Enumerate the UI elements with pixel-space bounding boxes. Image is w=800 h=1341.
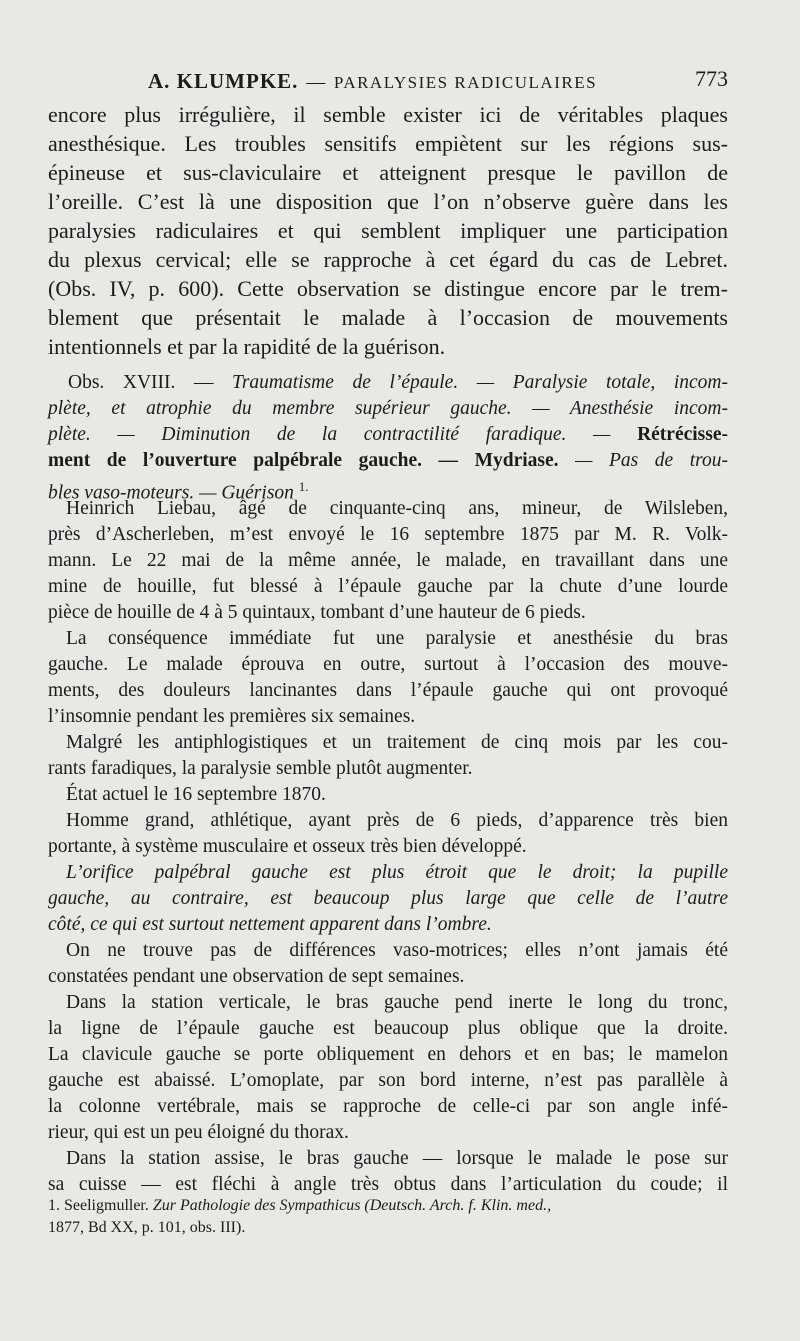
running-head-title: PARALYSIES RADICULAIRES: [333, 73, 598, 92]
observation-line: [48, 448, 728, 474]
text-line: ments, des douleurs lancinantes dans l’épaule gauche qui ont provoqué: [48, 680, 728, 701]
text-line: constatées pendant une observation de sept semaines.: [48, 966, 465, 987]
observation-italic: bles vaso-moteurs. — Guérison: [48, 482, 294, 504]
text-line: Heinrich Liebau, âgé de cinquante-cinq ans, mineur, de Wilsleben,: [66, 498, 728, 519]
text-line: la colonne vertébrale, mais se rapproche de celle-ci par son angle infé-: [48, 1096, 728, 1117]
text-line: rieur, qui est un peu éloigné du thorax.: [48, 1122, 349, 1143]
text-line: gauche. Le malade éprouva en outre, surtout à l’occasion des mouve-: [48, 654, 728, 675]
observation-italic: Traumatisme de l’épaule. — Paralysie totale, incom-: [232, 372, 728, 393]
text-line: rants faradiques, la paralysie semble plutôt augmenter.: [48, 758, 473, 779]
observation-line: [48, 370, 728, 396]
footnote-title: Zur Pathologie des Sympathicus: [152, 1197, 361, 1214]
running-head-separator: —: [306, 72, 326, 93]
text-line: l’insomnie pendant les premières six semaines.: [48, 706, 416, 727]
footnote-author: Seeligmuller.: [64, 1197, 149, 1214]
text-line: anesthésique. Les troubles sensitifs empiètent sur les régions sus-: [48, 131, 728, 156]
text-line: Malgré les antiphlogistiques et un traitement de cinq mois par les cou-: [66, 732, 728, 753]
observation-line: [48, 422, 728, 448]
text-line: Dans la station assise, le bras gauche — lorsque le malade le pose sur: [66, 1148, 728, 1169]
text-line: intentionnels et par la rapidité de la guérison.: [48, 334, 446, 359]
footnote-line: [48, 1195, 728, 1217]
text-line: blement que présentait le malade à l’occasion de mouvements: [48, 305, 728, 330]
text-line: mine de houille, fut blessé à l’épaule gauche par la chute d’une lourde: [48, 576, 728, 597]
text-line: La clavicule gauche se porte obliquement en dehors et en bas; le mamelon: [48, 1044, 728, 1065]
observation-italic: plète. — Diminution de la contractilité faradique. —: [48, 424, 611, 445]
text-line: gauche, au contraire, est beaucoup plus large que celle de l’autre: [48, 888, 728, 909]
text-line: gauche est abaissé. L’omoplate, par son bord interne, n’est pas parallèle à: [48, 1070, 728, 1091]
text-line: du plexus cervical; elle se rapproche à cet égard du cas de Lebret.: [48, 247, 728, 272]
footnote: [48, 1195, 728, 1239]
observation-bold: Rétrécisse-: [637, 424, 729, 445]
intro-paragraph: [48, 100, 728, 361]
text-line: pièce de houille de 4 à 5 quintaux, tombant d’une hauteur de 6 pieds.: [48, 602, 586, 623]
footnote-reference: 1.: [298, 479, 309, 494]
observation-label: Obs. XVIII. —: [68, 372, 214, 393]
text-line: L’orifice palpébral gauche est plus étroit que le droit; la pupille: [66, 862, 728, 883]
text-line: l’oreille. C’est là une disposition que l’on n’observe guère dans les: [48, 189, 728, 214]
text-line: portante, à système musculaire et osseux très bien développé.: [48, 836, 527, 857]
page-header: [48, 64, 728, 98]
footnote-marker: 1.: [48, 1197, 60, 1214]
text-line: encore plus irrégulière, il semble exister ici de véritables plaques: [48, 102, 728, 127]
text-line: paralysies radiculaires et qui semblent impliquer une participation: [48, 218, 728, 243]
text-line: épineuse et sus-claviculaire et atteignent presque le pavillon de: [48, 160, 728, 185]
text-line: la ligne de l’épaule gauche est beaucoup plus oblique que la droite.: [48, 1018, 728, 1039]
text-line: Dans la station verticale, le bras gauche pend inerte le long du tronc,: [66, 992, 728, 1013]
observation-bold: ment de l’ouverture palpébrale gauche. — Mydriase.: [48, 450, 559, 471]
text-line: mann. Le 22 mai de la même année, le malade, en travaillant dans une: [48, 550, 728, 571]
observation-heading: [48, 370, 729, 504]
footnote-line: 1877, Bd XX, p. 101, obs. III).: [48, 1219, 246, 1236]
footnote-source: (Deutsch. Arch. f. Klin. med.,: [364, 1197, 552, 1214]
text-line: État actuel le 16 septembre 1870.: [66, 784, 326, 805]
text-line: On ne trouve pas de différences vaso-motrices; elles n’ont jamais été: [66, 940, 728, 961]
text-line: Homme grand, athlétique, ayant près de 6 pieds, d’apparence très bien: [66, 810, 728, 831]
running-head-author: A. KLUMPKE.: [148, 69, 299, 93]
text-line: près d’Ascherleben, m’est envoyé le 16 septembre 1875 par M. R. Volk-: [48, 524, 728, 545]
text-line: sa cuisse — est fléchi à angle très obtus dans l’articulation du coude; il: [48, 1174, 728, 1195]
page-number: 773: [695, 66, 728, 91]
text-line: côté, ce qui est surtout nettement apparent dans l’ombre.: [48, 914, 492, 935]
text-line: (Obs. IV, p. 600). Cette observation se distingue encore par le trem-: [48, 276, 728, 301]
running-head: [148, 69, 597, 94]
observation-italic: — Pas de trou-: [575, 450, 728, 471]
case-body: [48, 496, 728, 1198]
observation-line: plète, et atrophie du membre supérieur gauche. — Anesthésie incom-: [48, 398, 728, 419]
text-line: La conséquence immédiate fut une paralysie et anesthésie du bras: [66, 628, 728, 649]
